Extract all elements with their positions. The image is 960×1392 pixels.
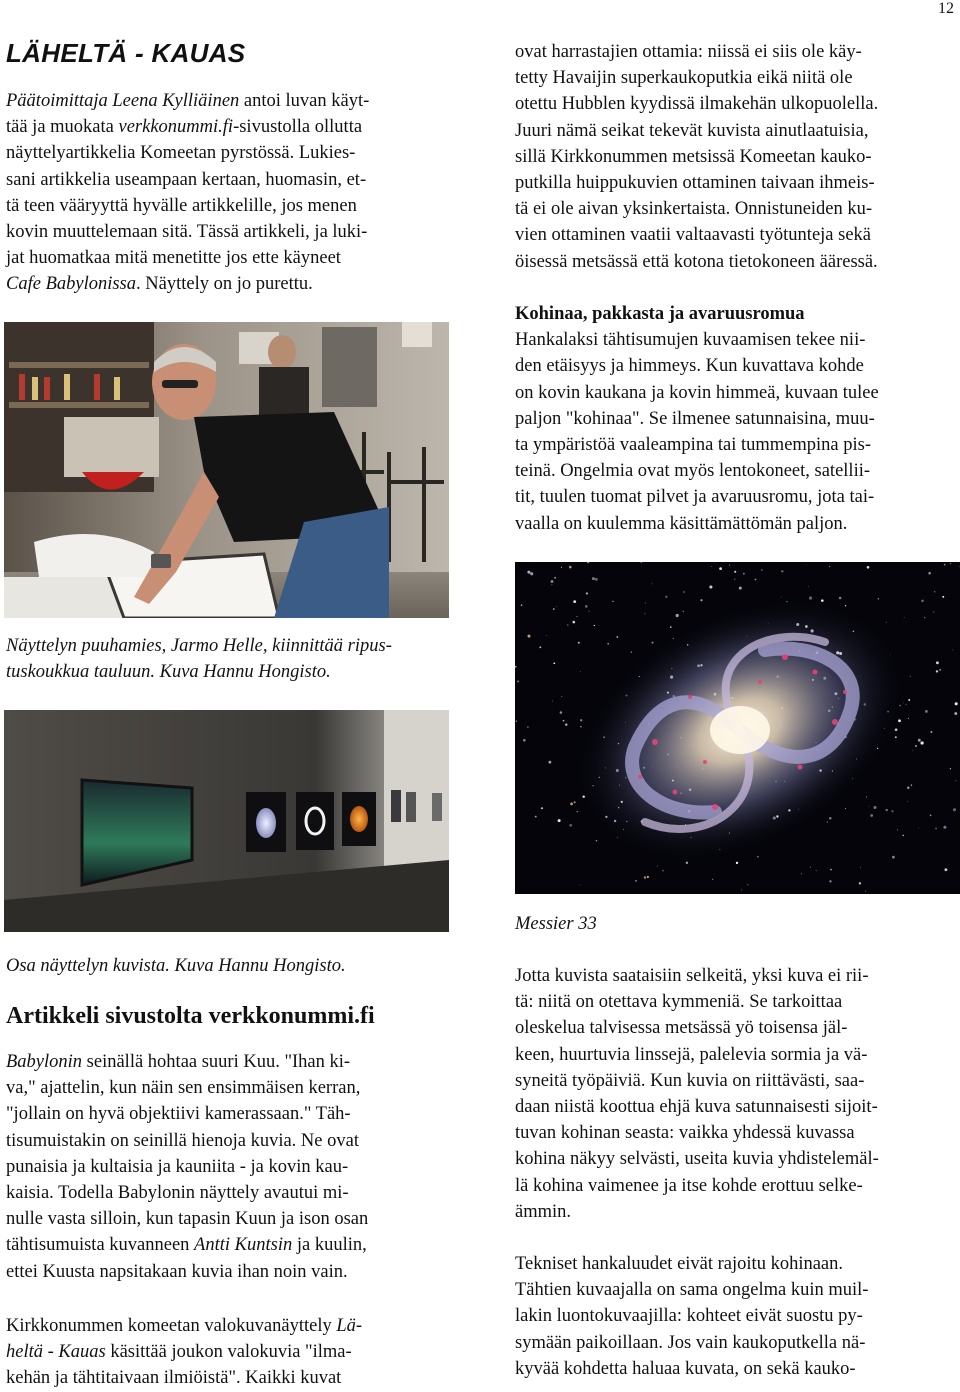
photo-exhibition-wall-image — [4, 710, 449, 932]
star — [865, 891, 866, 892]
star — [657, 866, 658, 867]
right-paragraph-4 — [515, 1251, 960, 1382]
star — [553, 608, 555, 610]
star — [915, 745, 917, 747]
body-text: seinällä hohtaa suuri Kuu. "Ihan ki- — [82, 1052, 351, 1072]
star — [552, 701, 553, 702]
star — [874, 806, 877, 809]
right-text: öisessä metsässä että kotona tietokoneen ääressä. — [515, 251, 878, 272]
body-paragraph-1 — [6, 1049, 451, 1285]
star — [588, 611, 589, 612]
star — [761, 569, 762, 570]
star — [556, 606, 557, 607]
right-text: paljon "kohinaa". Se ilmenee satunnaisina, muu- — [515, 408, 875, 429]
body-exhibit-name: Lä- — [336, 1316, 363, 1336]
right-text: on kovin kaukana ja kovin himmeä, kuvaan tulee — [515, 382, 879, 403]
kohinaa-heading: Kohinaa, pakkasta ja avaruusromua — [515, 304, 805, 324]
right-text: tetty Havaijin superkaukoputkia eikä niitä ole — [515, 68, 853, 89]
right-text: tä ei ole aivan yksinkertaista. Onnistuneiden ku- — [515, 199, 873, 220]
star — [878, 598, 879, 599]
star — [734, 571, 736, 573]
star — [527, 726, 529, 728]
right-text: ämmin. — [515, 1201, 572, 1222]
body-text: kaisia. Todella Babylonin näyttely avautui mi- — [6, 1183, 349, 1204]
right-text: daan niistä koottua ehjä kuva satunnaisesti sijoit- — [515, 1097, 878, 1118]
star — [560, 711, 563, 714]
star — [574, 801, 576, 803]
star — [907, 801, 908, 802]
star — [918, 828, 919, 829]
star — [902, 835, 904, 837]
right-text: oleskelua talvisessa metsässä yö toisensa jäl- — [515, 1018, 848, 1039]
star — [743, 573, 745, 575]
star — [870, 814, 873, 817]
right-text: ovat harrastajien ottamia: niissä ei siis ole käy- — [515, 42, 862, 62]
star — [907, 786, 909, 788]
right-text: putkilla huippukuvien ottaminen taivaan ihmeis- — [515, 173, 875, 194]
right-paragraph-3 — [515, 963, 960, 1225]
star — [515, 666, 516, 667]
photo-man-hanging-picture — [4, 322, 449, 618]
star — [516, 720, 518, 722]
star — [747, 884, 748, 885]
star — [809, 597, 812, 600]
right-text: Juuri nämä seikat tekevät kuvista ainutlaatuisia, — [515, 120, 869, 141]
star — [676, 614, 679, 617]
star — [933, 611, 934, 612]
photo1-caption-line: tuskoukkua tauluun. Kuva Hannu Hongisto. — [6, 662, 331, 682]
star — [859, 882, 861, 884]
star — [596, 840, 597, 841]
star — [869, 806, 870, 807]
star — [517, 680, 519, 682]
intro-text: sani artikkelia useampaan kertaan, huomasin, et- — [6, 169, 367, 190]
star — [939, 669, 941, 671]
right-text: teinä. Ongelmia ovat myös lentokoneet, satellii- — [515, 461, 871, 482]
star — [908, 699, 910, 701]
star — [908, 718, 909, 719]
star — [652, 642, 654, 644]
star — [561, 696, 562, 697]
star — [839, 597, 842, 600]
photo-galaxy-m33 — [515, 562, 960, 894]
star — [662, 870, 664, 872]
right-text: Tähtien kuvaajalla on sama ongelma kuin muil- — [515, 1280, 869, 1301]
star — [577, 616, 578, 617]
right-text: tä: niitä on otettava kymmeniä. Se tarkoittaa — [515, 992, 843, 1013]
star — [711, 566, 712, 567]
star — [921, 741, 924, 744]
photo2-caption: Osa näyttelyn kuvista. Kuva Hannu Hongisto. — [6, 956, 346, 976]
right-paragraph-2 — [515, 301, 960, 537]
intro-cafe: Cafe Babylonissa — [6, 274, 137, 295]
star — [904, 617, 905, 618]
star — [944, 564, 946, 566]
body-text: tähtisumuista kuvanneen — [6, 1235, 195, 1256]
star — [616, 636, 618, 638]
photo1-caption-line: Näyttelyn puuhamies, Jarmo Helle, kiinnittää ripus- — [6, 636, 392, 656]
star — [944, 868, 947, 871]
star — [594, 625, 595, 626]
star — [551, 580, 554, 583]
star — [567, 624, 568, 625]
star — [595, 578, 598, 581]
star — [755, 579, 757, 581]
star — [801, 873, 802, 874]
body-text: tisumuistakin on seinillä hienoja kuvia. Ne ovat — [6, 1130, 359, 1151]
photo-exhibition-wall — [4, 710, 449, 932]
star — [670, 626, 671, 627]
star — [734, 579, 735, 580]
right-text: lä kohina vaimenee ja itse kohde erottuu selke- — [515, 1175, 863, 1196]
star — [647, 876, 649, 878]
star — [955, 780, 956, 781]
right-text: vaalla on kuulemma käsittämättömän paljon. — [515, 513, 848, 534]
star — [741, 890, 742, 891]
body-babylon: Babylonin — [6, 1052, 83, 1072]
intro-text: -sivustolla ollutta — [233, 117, 363, 138]
star — [585, 605, 588, 608]
photo-man-hanging-picture-image — [4, 322, 449, 618]
star — [686, 862, 688, 864]
right-text: tit, tuulen tuomat pilvet ja avaruusromu, jota tai- — [515, 487, 875, 508]
star — [551, 584, 552, 585]
star — [576, 811, 578, 813]
body-text: ettei Kuusta napsitakaan kuvia ihan noin vain. — [6, 1261, 348, 1282]
intro-paragraph — [6, 88, 451, 298]
star — [554, 577, 556, 579]
intro-site: verkkonummi.fi — [118, 117, 234, 138]
star — [530, 572, 533, 575]
star — [561, 567, 562, 568]
star — [895, 728, 898, 731]
right-text: symään paikoillaan. Jos vain kaukoputkella nä- — [515, 1332, 866, 1353]
star — [866, 796, 867, 797]
right-text: lakin luontokuvaajilla: kohteet eivät suostu py- — [515, 1306, 863, 1327]
body-text: "jollain on hyvä objektiivi kamerassaan." Täh- — [6, 1104, 351, 1125]
star — [683, 591, 685, 593]
star — [930, 815, 932, 817]
star — [535, 816, 537, 818]
page-number: 12 — [938, 0, 954, 17]
star — [528, 635, 531, 638]
star — [565, 723, 567, 725]
star — [895, 736, 897, 738]
star — [558, 819, 561, 822]
star — [906, 704, 907, 705]
photo1-caption — [6, 633, 451, 685]
star — [580, 719, 582, 721]
right-text: keen, huurtuvia linssejä, palelevia sormia ja vä- — [515, 1044, 868, 1065]
body-paragraph-2 — [6, 1313, 451, 1392]
star — [910, 676, 911, 677]
star — [521, 604, 522, 605]
star — [942, 596, 944, 598]
right-text: kohina näkyy selvästi, useita kuvia yhdistelemäl- — [515, 1149, 879, 1170]
star — [569, 824, 572, 827]
right-text: ta ympäristöä vaaleampina tai tummempina pis- — [515, 435, 872, 456]
star — [580, 726, 581, 727]
body-text: käsittää joukon valokuvia "ilma- — [105, 1342, 352, 1363]
star — [950, 768, 951, 769]
star — [936, 661, 939, 664]
star — [607, 643, 609, 645]
right-text: kyvää kohdetta haluaa kuvata, on sekä kauko- — [515, 1358, 856, 1379]
star — [553, 662, 555, 664]
star — [635, 880, 637, 882]
star — [952, 650, 953, 651]
galaxy-caption: Messier 33 — [515, 914, 597, 934]
star — [573, 600, 576, 603]
star — [569, 566, 572, 569]
star — [924, 617, 925, 618]
star — [925, 710, 928, 713]
star — [644, 876, 647, 879]
star — [860, 867, 861, 868]
star — [808, 586, 809, 587]
star — [570, 802, 573, 805]
star — [928, 572, 931, 575]
section-title: LÄHELTÄ - KAUAS — [6, 38, 246, 68]
intro-text: . Näyttely on jo purettu. — [136, 274, 313, 295]
star — [652, 584, 653, 585]
star — [757, 856, 758, 857]
right-text: vien ottaminen vaatii valtaavasti työtunteja sekä — [515, 225, 872, 246]
star — [665, 596, 667, 598]
star — [953, 808, 956, 811]
star — [810, 867, 811, 868]
star — [955, 702, 958, 705]
star — [827, 821, 828, 822]
star — [644, 613, 645, 614]
star — [592, 577, 595, 580]
body-antti: Antti Kuntsin — [194, 1235, 293, 1256]
star — [829, 566, 830, 567]
right-text: den etäisyys ja himmeys. Kun kuvattava kohde — [515, 356, 864, 377]
star — [541, 807, 543, 809]
star — [580, 671, 581, 672]
right-text: syneitä työpäiviä. Kun kuvia on riittävästi, saa- — [515, 1070, 865, 1091]
star — [950, 563, 951, 564]
right-text: tuvan kohinan seasta: vaikka yhdessä kuvassa — [515, 1123, 855, 1144]
star — [936, 670, 938, 672]
star — [912, 750, 913, 751]
right-text: sillä Kirkkonummen metsissä Komeetan kauko- — [515, 146, 872, 167]
intro-text: näyttelyartikkelia Komeetan pyrstössä. Lukies- — [6, 143, 356, 164]
star — [886, 622, 887, 623]
star — [918, 739, 921, 742]
body-text: Kirkkonummen komeetan valokuvanäyttely — [6, 1316, 337, 1336]
star — [712, 879, 713, 880]
article-heading: Artikkeli sivustolta verkkonummi.fi — [6, 1003, 375, 1029]
star — [898, 719, 901, 722]
body-text: nulle vasta silloin, kun tapasin Kuun ja ison osan — [6, 1209, 369, 1230]
star — [586, 592, 588, 594]
star — [921, 600, 923, 602]
star — [700, 599, 702, 601]
star — [645, 603, 646, 604]
body-text: punaisia ja kultaisia ja kauniita - ja kovin kau- — [6, 1156, 349, 1177]
star — [934, 591, 936, 593]
star — [886, 809, 888, 811]
star — [829, 880, 831, 882]
body-exhibit-name: heltä - Kauas — [6, 1342, 106, 1363]
star — [935, 828, 937, 830]
right-paragraph-1 — [515, 39, 960, 275]
star — [930, 731, 932, 733]
right-text: Tekniset hankaluudet eivät rajoitu kohinaan. — [515, 1254, 844, 1274]
star — [911, 784, 913, 786]
intro-text: antoi luvan käyt- — [239, 91, 370, 111]
star — [845, 605, 846, 606]
star — [830, 869, 832, 871]
intro-text: tä teen vääryyttä hyvälle artikkelille, jos menen — [6, 195, 357, 216]
star — [739, 587, 742, 590]
intro-text: tää ja muokata — [6, 117, 119, 138]
star — [892, 856, 895, 859]
star — [954, 712, 957, 715]
star — [891, 810, 893, 812]
right-text: otettu Hubblen kyydissä ilmakehän ulkopuolella. — [515, 94, 879, 115]
star — [612, 601, 613, 602]
star — [736, 862, 738, 864]
star — [781, 597, 782, 598]
star — [523, 739, 526, 742]
star — [546, 635, 547, 636]
star — [903, 703, 904, 704]
intro-text: jat huomatkaa mitä menetitte jos ette käyneet — [6, 248, 341, 269]
star — [829, 817, 832, 820]
star — [527, 571, 530, 574]
star — [549, 761, 552, 764]
intro-editor: Päätoimittaja Leena Kylliäinen — [6, 91, 240, 111]
star — [631, 651, 632, 652]
star — [897, 829, 898, 830]
star — [816, 870, 817, 871]
star — [943, 826, 946, 829]
body-text: ja kuulin, — [292, 1235, 367, 1256]
star — [563, 720, 565, 722]
star — [578, 642, 580, 644]
star — [867, 566, 870, 569]
star — [683, 611, 685, 613]
star — [719, 567, 722, 570]
star — [781, 570, 783, 572]
body-text: va," ajattelin, kun näin sen ensimmäisen kerran, — [6, 1078, 361, 1099]
star — [709, 585, 712, 588]
star — [845, 808, 846, 809]
star — [806, 564, 807, 565]
star — [579, 884, 580, 885]
star — [539, 646, 541, 648]
star — [729, 565, 730, 566]
right-text: Hankalaksi tähtisumujen kuvaamisen tekee nii- — [515, 330, 866, 351]
galaxy-image — [515, 562, 960, 894]
body-text: kehän ja tähtitaivaan ilmiöistä". Kaikki kuvat — [6, 1368, 342, 1389]
intro-text: kovin muuttelemaan sitä. Tässä artikkeli, ja luki- — [6, 222, 368, 243]
right-text: Jotta kuvista saataisiin selkeitä, yksi kuva ei rii- — [515, 966, 869, 986]
star — [572, 621, 575, 624]
